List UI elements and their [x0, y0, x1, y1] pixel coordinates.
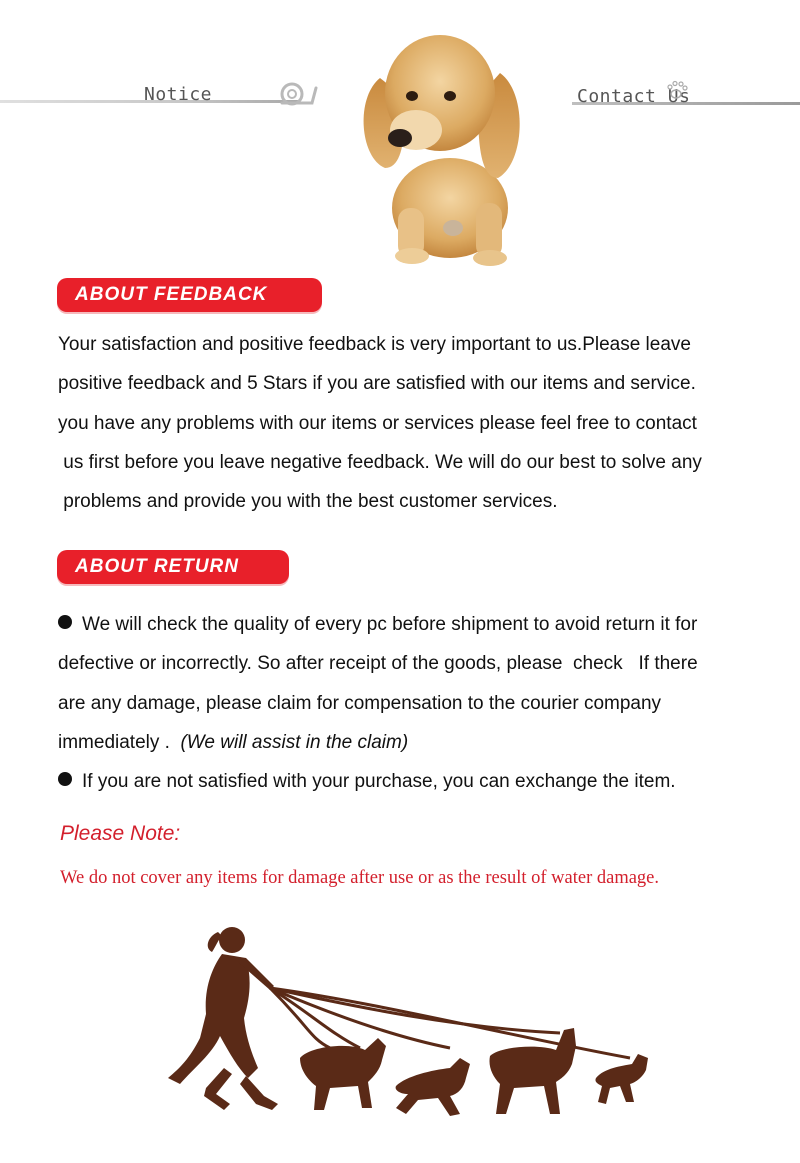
return-line: are any damage, please claim for compensation to the courier company	[58, 692, 662, 714]
about-return-title: ABOUT RETURN	[75, 556, 239, 577]
exchange-text: If you are not satisfied with your purchase, you can exchange the item.	[82, 771, 676, 793]
feedback-line: Your satisfaction and positive feedback is very important to us.Please leave	[58, 334, 691, 355]
return-line-last	[58, 723, 778, 762]
about-return-badge	[57, 550, 289, 584]
bullet-icon	[58, 772, 72, 786]
feedback-line: you have any problems with our items or services please feel free to contact	[58, 412, 697, 434]
please-note-title: Please Note:	[60, 822, 181, 845]
feedback-paragraph	[58, 325, 778, 521]
contact-us-label: Contact Us	[577, 86, 691, 107]
claim-note: (We will assist in the claim)	[180, 731, 409, 753]
feedback-line: us first before you leave negative feedback. We will do our best to solve any	[58, 451, 702, 473]
puppy-photo	[350, 18, 530, 270]
return-line: We will check the quality of every pc before shipment to avoid return it for	[82, 614, 698, 635]
return-paragraph	[58, 605, 778, 801]
woman-walking-dogs-silhouette	[160, 918, 660, 1123]
return-line: defective or incorrectly. So after receipt of the goods, please check If there	[58, 653, 698, 675]
bullet-icon	[58, 615, 72, 629]
snail-icon	[278, 78, 318, 108]
feedback-line: positive feedback and 5 Stars if you are satisfied with our items and service.	[58, 373, 696, 395]
feedback-line: problems and provide you with the best customer services.	[58, 491, 558, 513]
about-feedback-badge	[57, 278, 322, 312]
return-bullet-1	[58, 605, 778, 644]
return-bullet-2	[58, 762, 778, 801]
please-note-text: We do not cover any items for damage after use or as the result of water damage.	[60, 868, 660, 888]
about-feedback-title: ABOUT FEEDBACK	[75, 284, 268, 305]
notice-label: Notice	[144, 84, 213, 105]
paw-icon	[666, 80, 692, 102]
return-line: immediately .	[58, 731, 181, 753]
